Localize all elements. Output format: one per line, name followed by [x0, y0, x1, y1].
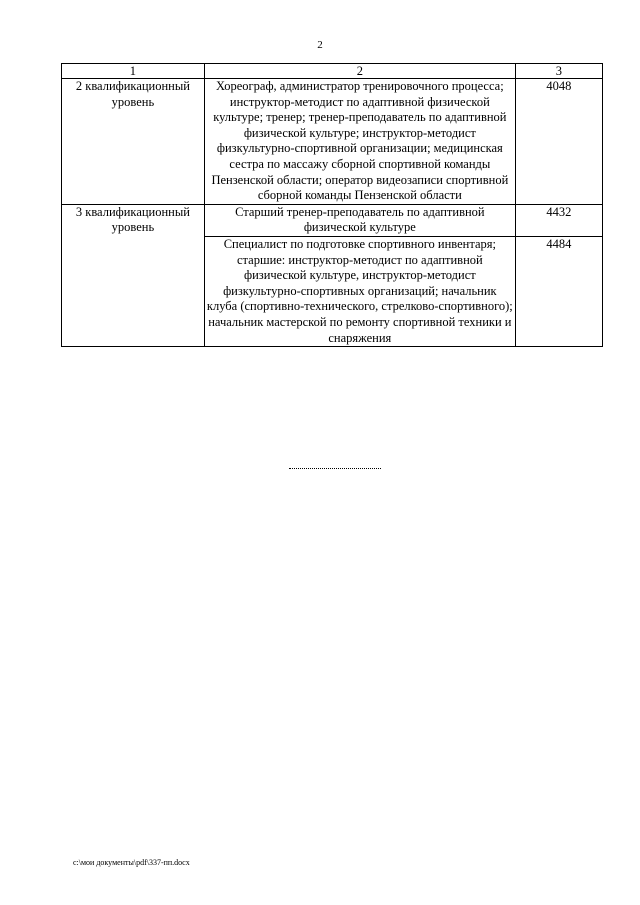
- qualification-level-cell: 2 квалификационный уровень: [62, 79, 205, 205]
- header-cell-3: 3: [515, 64, 602, 79]
- value-cell: 4048: [515, 79, 602, 205]
- table-header-row: [62, 64, 603, 79]
- qualification-level-cell: 3 квалификационный уровень: [62, 204, 205, 346]
- table-row: [62, 204, 603, 236]
- positions-cell: Специалист по подготовке спортивного инвентаря; старшие: инструктор-методист по адаптивной физической культуре, инструктор-методист физкультурно-спортивных организаций; начальник клуба (спортивно-технического, стрелково-спортивного); начальник мастерской по ремонту спортивной техники и снаряжения: [204, 236, 515, 346]
- end-of-document-line: [289, 468, 381, 469]
- value-cell: 4484: [515, 236, 602, 346]
- header-cell-2: 2: [204, 64, 515, 79]
- header-cell-1: 1: [62, 64, 205, 79]
- footer-file-path: c:\мои документы\pdf\337-пп.docx: [73, 858, 190, 867]
- value-cell: 4432: [515, 204, 602, 236]
- positions-cell: Хореограф, администратор тренировочного процесса; инструктор-методист по адаптивной физической культуре; тренер; тренер-преподаватель по адаптивной физической культуре; инструктор-методист физкультурно-спортивной организации; медицинская сестра по массажу сборной спортивной команды Пензенской области; оператор видеозаписи спортивной сборной команды Пензенской области: [204, 79, 515, 205]
- positions-cell: Старший тренер-преподаватель по адаптивной физической культуре: [204, 204, 515, 236]
- salary-table: [61, 63, 603, 347]
- table-row: [62, 79, 603, 205]
- page-number: 2: [317, 39, 323, 51]
